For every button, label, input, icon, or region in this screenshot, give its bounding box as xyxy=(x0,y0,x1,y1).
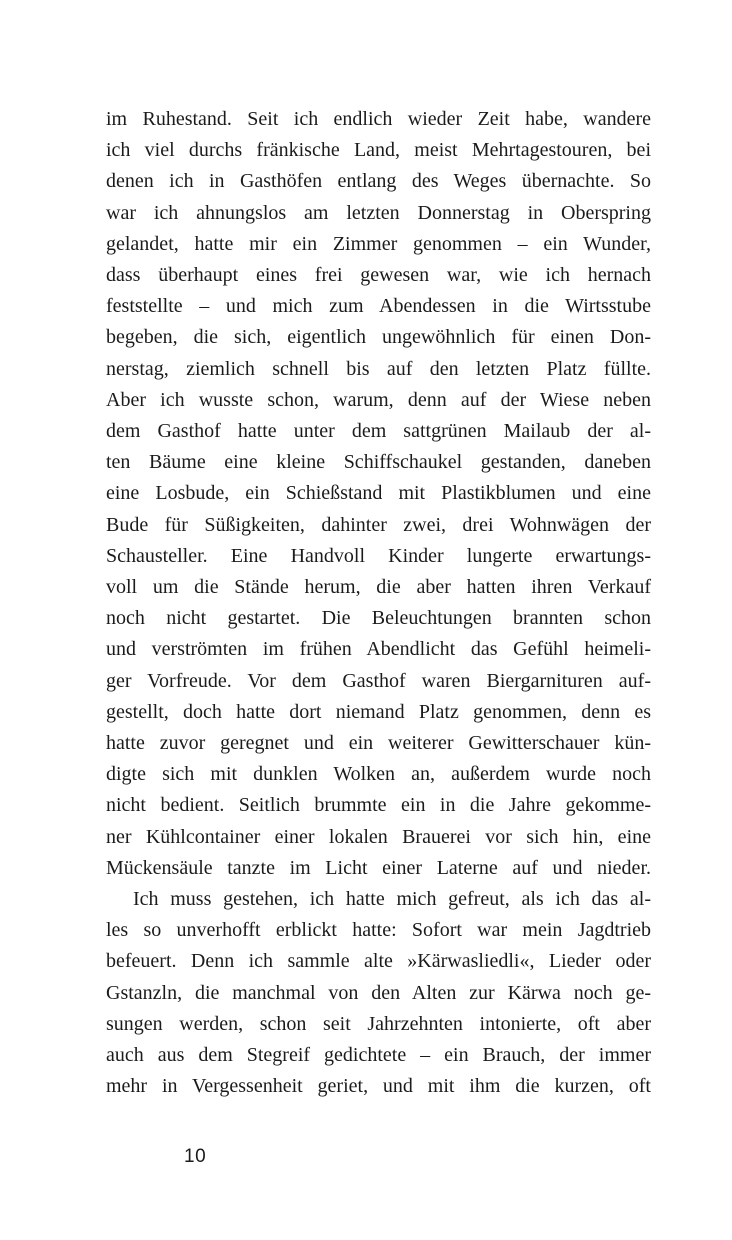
text-line: begeben, die sich, eigentlich ungewöhnlich für einen Don- xyxy=(106,326,651,349)
text-line: Ich muss gestehen, ich hatte mich gefreut, als ich das al- xyxy=(133,888,651,911)
text-line: ten Bäume eine kleine Schiffschaukel gestanden, daneben xyxy=(106,451,651,474)
text-line: Gstanzln, die manchmal von den Alten zur Kärwa noch ge- xyxy=(106,981,651,1004)
text-line: ner Kühlcontainer einer lokalen Brauerei vor sich hin, eine xyxy=(106,825,651,848)
text-line: Aber ich wusste schon, warum, denn auf der Wiese neben xyxy=(106,388,651,411)
text-line: nerstag, ziemlich schnell bis auf den letzten Platz füllte. xyxy=(106,357,651,380)
text-line: eine Losbude, ein Schießstand mit Plastikblumen und eine xyxy=(106,482,651,505)
text-line: gestellt, doch hatte dort niemand Platz genommen, denn es xyxy=(106,700,651,723)
paragraph xyxy=(106,104,651,884)
text-line: auch aus dem Stegreif gedichtete – ein Brauch, der immer xyxy=(106,1044,651,1067)
body-text-column xyxy=(106,104,651,1103)
text-line: ger Vorfreude. Vor dem Gasthof waren Biergarnituren auf- xyxy=(106,669,651,692)
text-line: feststellte – und mich zum Abendessen in die Wirtsstube xyxy=(106,295,651,318)
text-line: gelandet, hatte mir ein Zimmer genommen – ein Wunder, xyxy=(106,232,651,255)
text-line: und verströmten im frühen Abendlicht das Gefühl heimeli- xyxy=(106,638,651,661)
text-line: noch nicht gestartet. Die Beleuchtungen brannten schon xyxy=(106,607,651,630)
text-line: voll um die Stände herum, die aber hatten ihren Verkauf xyxy=(106,576,651,599)
text-line: dass überhaupt eines frei gewesen war, wie ich hernach xyxy=(106,264,651,287)
text-line: Mückensäule tanzte im Licht einer Laterne auf und nieder. xyxy=(106,856,651,879)
text-line: sungen werden, schon seit Jahrzehnten intonierte, oft aber xyxy=(106,1012,651,1035)
text-line: mehr in Vergessenheit geriet, und mit ihm die kurzen, oft xyxy=(106,1075,651,1098)
text-line: denen ich in Gasthöfen entlang des Weges übernachte. So xyxy=(106,170,651,193)
text-line: war ich ahnungslos am letzten Donnerstag in Oberspring xyxy=(106,201,651,224)
text-line: dem Gasthof hatte unter dem sattgrünen Mailaub der al- xyxy=(106,420,651,443)
text-line: ich viel durchs fränkische Land, meist Mehrtagestouren, bei xyxy=(106,139,651,162)
text-line: nicht bedient. Seitlich brummte ein in die Jahre gekomme- xyxy=(106,794,651,817)
text-line: digte sich mit dunklen Wolken an, außerdem wurde noch xyxy=(106,763,651,786)
paragraph xyxy=(106,884,651,1102)
text-line: Bude für Süßigkeiten, dahinter zwei, drei Wohnwägen der xyxy=(106,513,651,536)
text-line: Schausteller. Eine Handvoll Kinder lungerte erwartungs- xyxy=(106,544,651,567)
text-line: les so unverhofft erblickt hatte: Sofort war mein Jagdtrieb xyxy=(106,919,651,942)
text-line: im Ruhestand. Seit ich endlich wieder Zeit habe, wandere xyxy=(106,108,651,130)
text-line: befeuert. Denn ich sammle alte »Kärwasliedli«, Lieder oder xyxy=(106,950,651,973)
text-line: hatte zuvor geregnet und ein weiterer Gewitterschauer kün- xyxy=(106,732,651,755)
page-number: 10 xyxy=(184,1146,207,1167)
